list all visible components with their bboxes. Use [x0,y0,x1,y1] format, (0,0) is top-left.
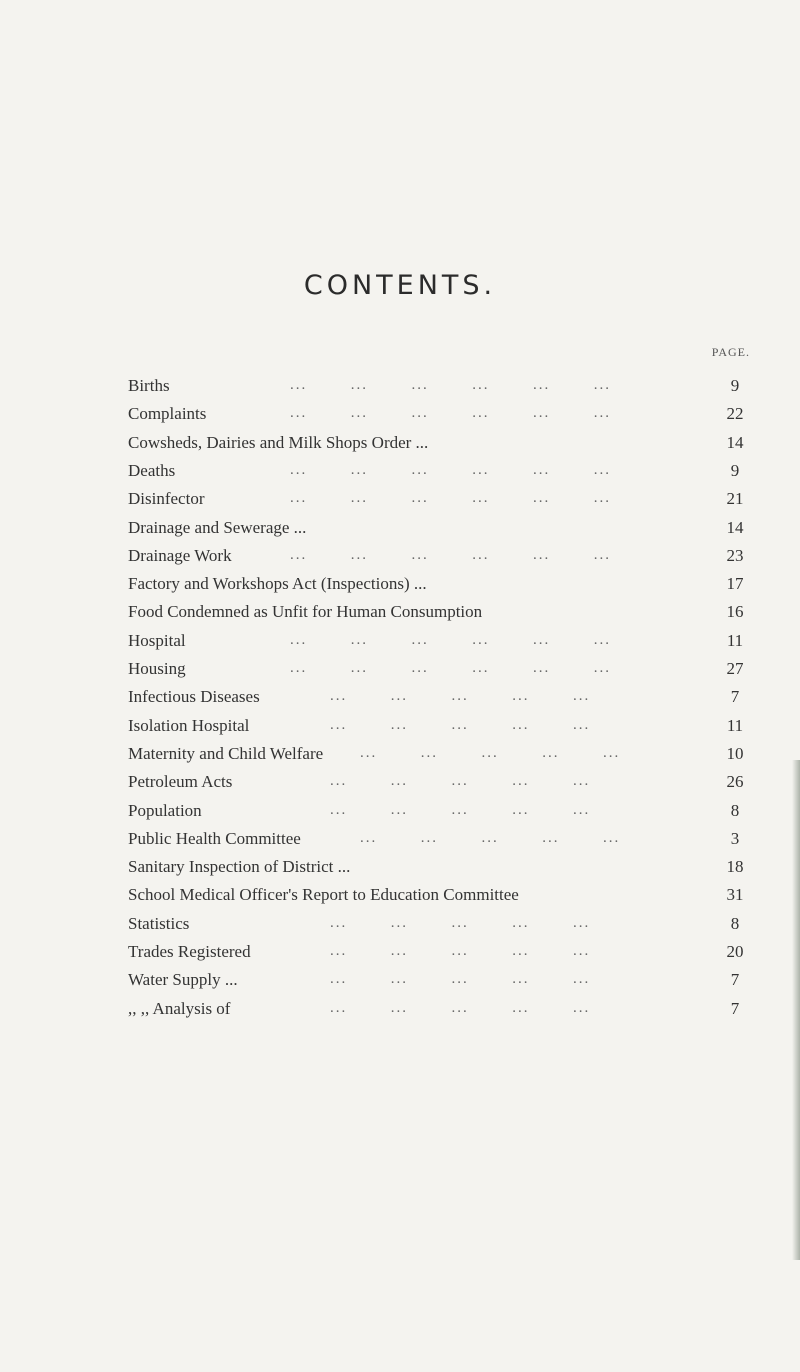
entry-page-number: 26 [726,772,744,792]
contents-entry [0,768,800,796]
contents-entry [0,825,800,853]
entry-page-number: 8 [730,913,740,933]
entry-label: School Medical Officer's Report to Education Committee [128,885,519,905]
entry-page-number: 9 [730,460,740,480]
dot-leader: ... ... ... ... ... ... [290,461,655,478]
entry-page-number: 27 [726,659,744,678]
entry-label: Infectious Diseases [128,687,260,707]
entry-page-number: 14 [726,517,744,537]
entry-page-number: 3 [730,828,740,848]
entry-label: Deaths [128,460,176,480]
dot-leader: ... ... ... ... ... ... [290,377,655,393]
page-edge-shadow [792,760,800,1260]
contents-entry [0,485,800,513]
dot-leader: ... ... ... ... ... ... [290,490,655,507]
contents-entry [0,514,800,542]
entry-label: Population [128,800,202,820]
entry-label: ,, ,, Analysis of [128,998,231,1018]
contents-entry [0,400,800,428]
dot-leader: ... ... ... ... ... [330,943,634,959]
dot-leader: ... ... ... ... ... [360,829,664,846]
entry-label: Cowsheds, Dairies and Milk Shops Order ... [128,432,429,452]
entry-label: Maternity and Child Welfare [128,743,324,763]
entry-page-number: 22 [726,404,744,424]
contents-entry [0,627,800,655]
contents-entry [0,457,800,485]
entry-page-number: 18 [726,857,744,877]
entry-page-number: 14 [726,432,744,452]
dot-leader: ... ... ... ... ... [330,914,634,931]
dot-leader: ... ... ... ... ... [330,801,634,818]
dot-leader: ... ... ... ... ... [330,971,634,988]
entry-label: Sanitary Inspection of District ... [128,857,351,877]
contents-entry [0,542,800,570]
contents-entry [0,372,800,400]
contents-entry [0,995,800,1023]
contents-entry [0,598,800,626]
entry-label: Complaints [128,404,207,424]
entry-label: Disinfector [128,489,205,509]
entry-label: Drainage Work [128,545,232,565]
entry-label: Isolation Hospital [128,715,250,735]
contents-entry [0,429,800,457]
entry-page-number: 10 [726,743,744,763]
entry-label: Water Supply ... [128,970,238,990]
entry-label: Trades Registered [128,942,251,961]
dot-leader: ... ... ... ... ... ... [290,405,655,422]
contents-entry [0,712,800,740]
contents-entry [0,655,800,683]
dot-leader: ... ... ... ... ... ... [290,660,655,676]
entry-page-number: 31 [726,885,744,905]
entry-page-number: 7 [730,687,740,707]
entry-page-number: 7 [730,970,740,990]
entry-page-number: 17 [726,574,744,594]
page-column-heading: PAGE. [711,345,750,359]
dot-leader: ... ... ... ... ... [330,688,634,705]
entry-label: Statistics [128,913,190,933]
contents-entry [0,740,800,768]
entry-page-number: 23 [726,545,744,565]
entry-label: Births [128,376,170,395]
dot-leader: ... ... ... ... ... ... [290,546,655,563]
entry-page-number: 11 [726,715,744,735]
entry-label: Petroleum Acts [128,772,233,792]
contents-entry [0,966,800,994]
entry-page-number: 21 [726,489,744,509]
contents-entry [0,881,800,909]
entry-page-number: 8 [730,800,740,820]
entry-label: Public Health Committee [128,828,301,848]
entry-label: Hospital [128,630,186,650]
contents-entry [0,938,800,966]
entry-label: Food Condemned as Unfit for Human Consumption [128,602,483,622]
contents-entry [0,797,800,825]
entry-page-number: 11 [726,630,744,650]
entry-label: Drainage and Sewerage ... [128,517,307,537]
contents-entry [0,853,800,881]
entry-page-number: 9 [730,376,740,395]
entry-page-number: 20 [726,942,744,961]
dot-leader: ... ... ... ... ... [330,716,634,733]
contents-entry [0,683,800,711]
dot-leader: ... ... ... ... ... [330,999,634,1016]
entry-page-number: 16 [726,602,744,622]
entry-label: Housing [128,659,186,678]
entry-label: Factory and Workshops Act (Inspections) ... [128,574,427,594]
contents-entry [0,910,800,938]
page-title: CONTENTS. [303,270,497,301]
entry-page-number: 7 [730,998,740,1018]
dot-leader: ... ... ... ... ... [330,773,634,790]
contents-entry [0,570,800,598]
dot-leader: ... ... ... ... ... ... [290,631,655,648]
dot-leader: ... ... ... ... ... [360,744,664,761]
